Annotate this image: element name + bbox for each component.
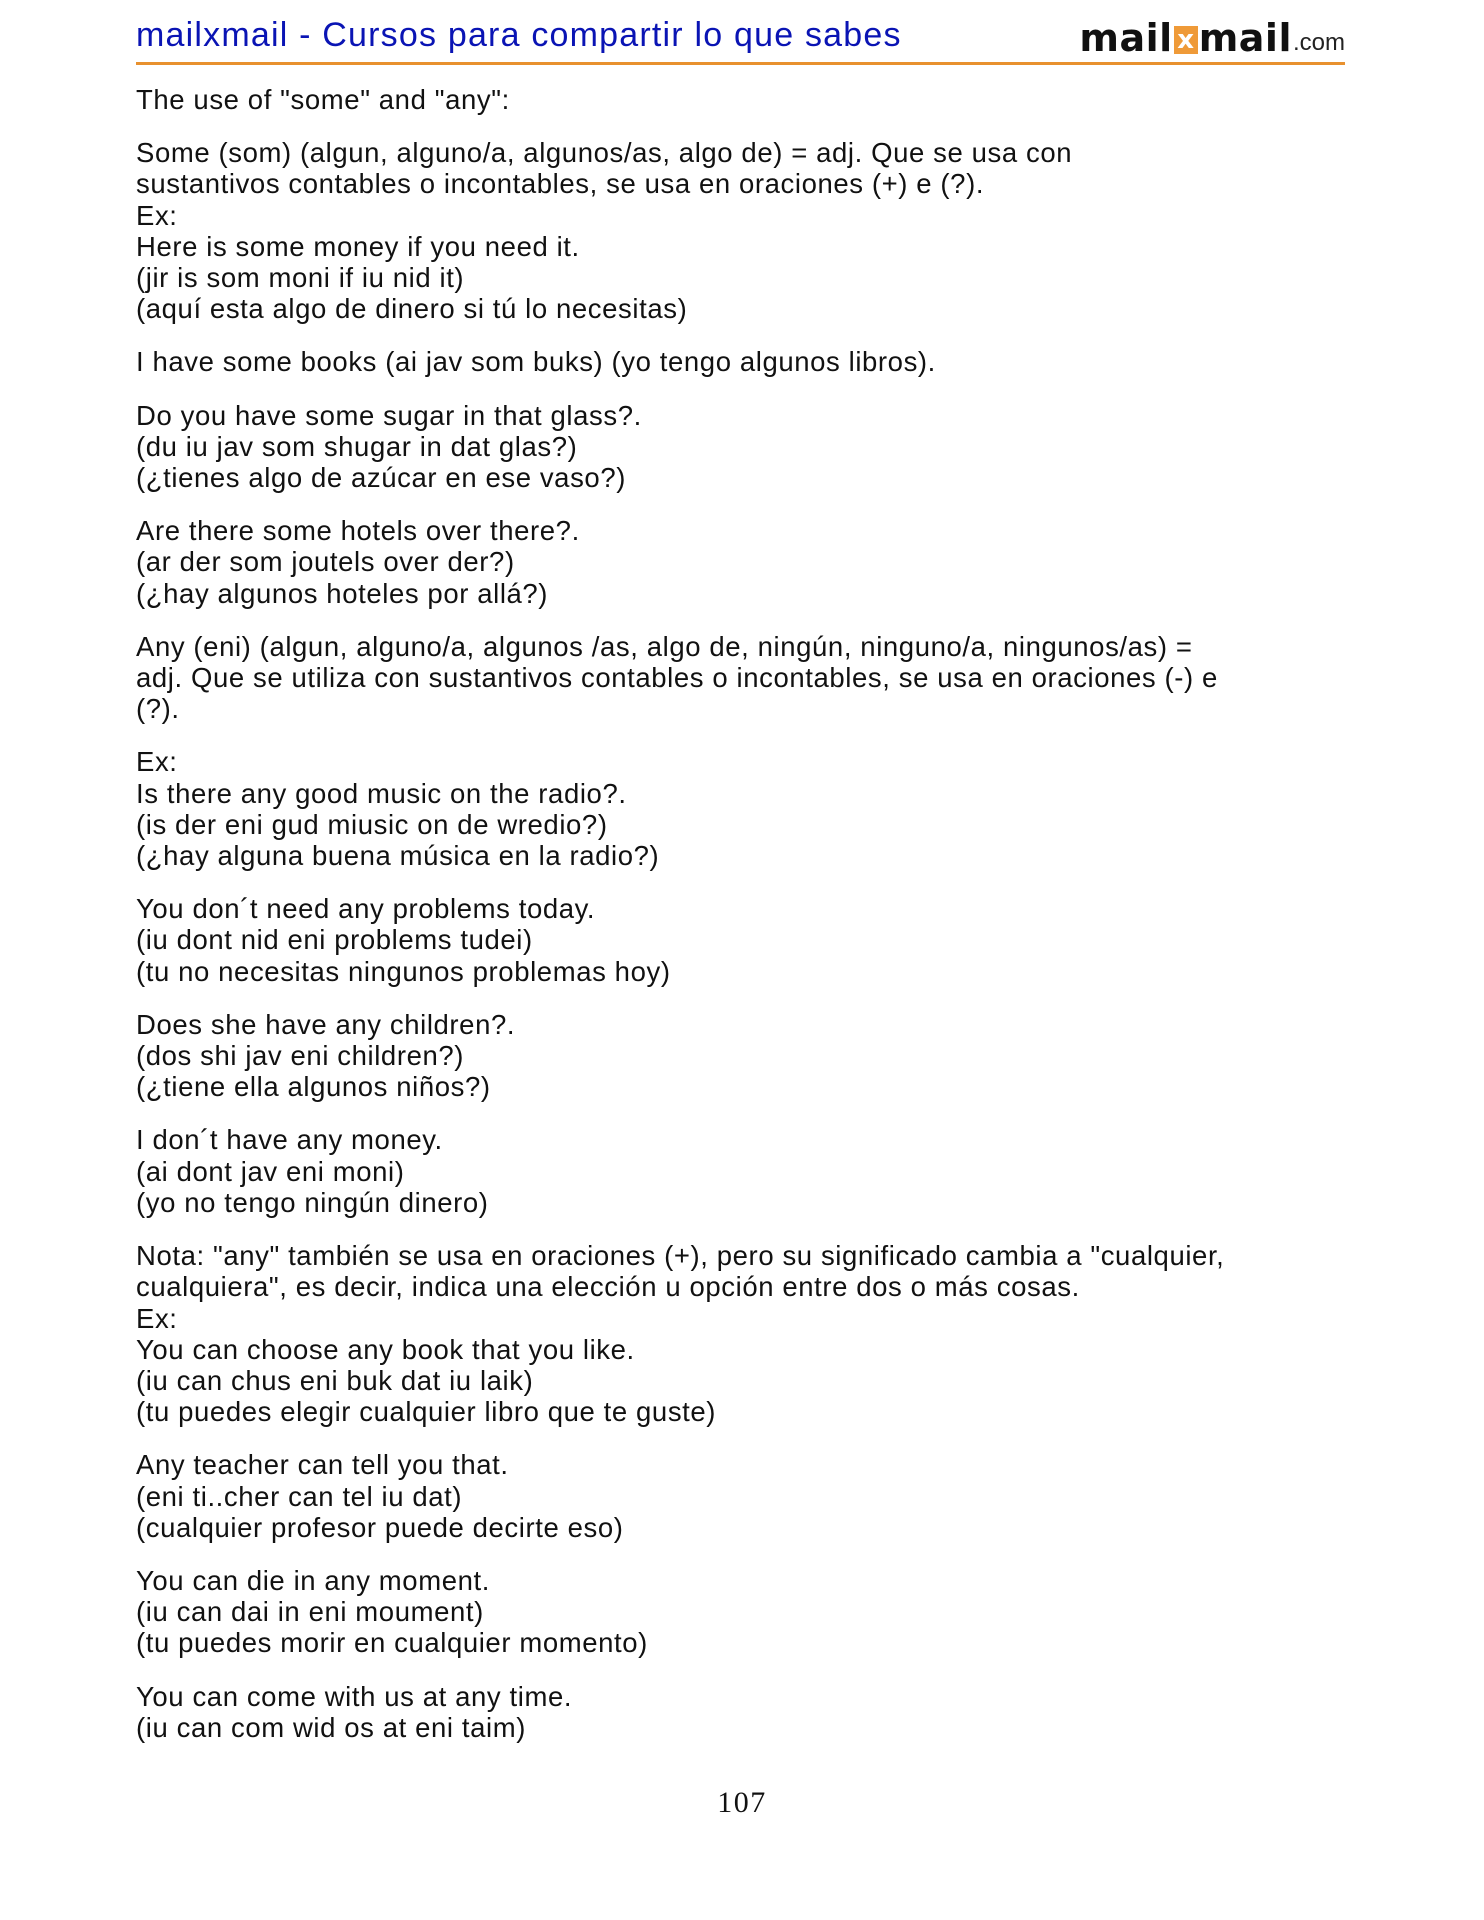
paragraph: [136, 137, 1356, 324]
mailxmail-logo: [1079, 18, 1345, 58]
paragraph: [136, 346, 1356, 377]
paragraph: [136, 746, 1356, 871]
text-line: You can come with us at any time.: [136, 1680, 573, 1712]
text-line: (tu puedes elegir cualquier libro que te guste): [136, 1396, 717, 1428]
logo-mail-1: mail: [1079, 16, 1173, 60]
text-line: (¿tiene ella algunos niños?): [136, 1071, 491, 1103]
text-line: cualquiera", es decir, indica una elección u opción entre dos o más cosas.: [136, 1271, 1080, 1303]
paragraph: [136, 1124, 1356, 1218]
text-line: (du iu jav som shugar in dat glas?): [136, 430, 578, 462]
text-line: Is there any good music on the radio?.: [136, 777, 627, 809]
text-line: (yo no tengo ningún dinero): [136, 1186, 489, 1218]
text-line: (eni ti..cher can tel iu dat): [136, 1480, 463, 1512]
text-line: (dos shi jav eni children?): [136, 1040, 465, 1072]
paragraph: [136, 400, 1356, 494]
text-line: You can choose any book that you like.: [136, 1333, 635, 1365]
text-line: Nota: "any" también se usa en oraciones (+), pero su significado cambia a "cualquier,: [136, 1240, 1225, 1272]
text-line: You don´t need any problems today.: [136, 893, 596, 925]
header-title: mailxmail - Cursos para compartir lo que sabes: [136, 16, 902, 54]
text-line: Some (som) (algun, alguno/a, algunos/as, algo de) = adj. Que se usa con: [136, 137, 1073, 169]
text-line: (tu no necesitas ningunos problemas hoy): [136, 955, 671, 987]
text-line: I don´t have any money.: [136, 1124, 443, 1156]
text-line: (tu puedes morir en cualquier momento): [136, 1627, 648, 1659]
paragraph: [136, 1240, 1356, 1427]
text-line: (is der eni gud miusic on de wredio?): [136, 808, 608, 840]
text-line: Ex:: [136, 746, 178, 778]
text-line: (iu can chus eni buk dat iu laik): [136, 1364, 534, 1396]
text-line: You can die in any moment.: [136, 1564, 490, 1596]
text-line: Here is some money if you need it.: [136, 230, 580, 262]
text-line: adj. Que se utiliza con sustantivos contables o incontables, se usa en oraciones (-) e: [136, 662, 1218, 694]
text-line: Ex:: [136, 199, 178, 231]
text-line: (cualquier profesor puede decirte eso): [136, 1511, 624, 1543]
logo-dotcom: .com: [1292, 29, 1345, 56]
text-line: (iu can dai in eni moument): [136, 1596, 484, 1628]
paragraph: [136, 1449, 1356, 1543]
paragraph: [136, 1009, 1356, 1103]
text-line: (ar der som joutels over der?): [136, 546, 515, 578]
document-body: [136, 84, 1356, 1765]
paragraph: [136, 1681, 1356, 1743]
text-line: (jir is som moni if iu nid it): [136, 262, 465, 294]
logo-mail-2: mail: [1198, 16, 1292, 60]
paragraph: [136, 631, 1356, 725]
text-line: (¿tienes algo de azúcar en ese vaso?): [136, 462, 626, 494]
text-line: Any teacher can tell you that.: [136, 1449, 509, 1481]
text-line: (?).: [136, 693, 180, 725]
text-line: The use of "some" and "any":: [136, 84, 510, 115]
text-line: Ex:: [136, 1302, 178, 1334]
text-line: (aquí esta algo de dinero si tú lo necesitas): [136, 293, 688, 325]
text-line: Does she have any children?.: [136, 1008, 516, 1040]
text-line: sustantivos contables o incontables, se usa en oraciones (+) e (?).: [136, 168, 985, 200]
text-line: (¿hay alguna buena música en la radio?): [136, 840, 660, 872]
paragraph: [136, 84, 1356, 115]
text-line: I have some books (ai jav som buks) (yo tengo algunos libros).: [136, 346, 936, 378]
text-line: (ai dont jav eni moni): [136, 1155, 405, 1187]
paragraph: [136, 893, 1356, 987]
text-line: Do you have some sugar in that glass?.: [136, 399, 642, 431]
text-line: Are there some hotels over there?.: [136, 515, 580, 547]
page-number: 107: [717, 1786, 767, 1819]
text-line: (iu can com wid os at eni taim): [136, 1711, 526, 1743]
text-line: (iu dont nid eni problems tudei): [136, 924, 533, 956]
paragraph: [136, 1565, 1356, 1659]
logo-x-box: x: [1174, 26, 1198, 54]
text-line: (¿hay algunos hoteles por allá?): [136, 577, 549, 609]
text-line: Any (eni) (algun, alguno/a, algunos /as, algo de, ningún, ninguno/a, ningunos/as) =: [136, 630, 1193, 662]
page-header: [136, 14, 1345, 65]
paragraph: [136, 515, 1356, 609]
